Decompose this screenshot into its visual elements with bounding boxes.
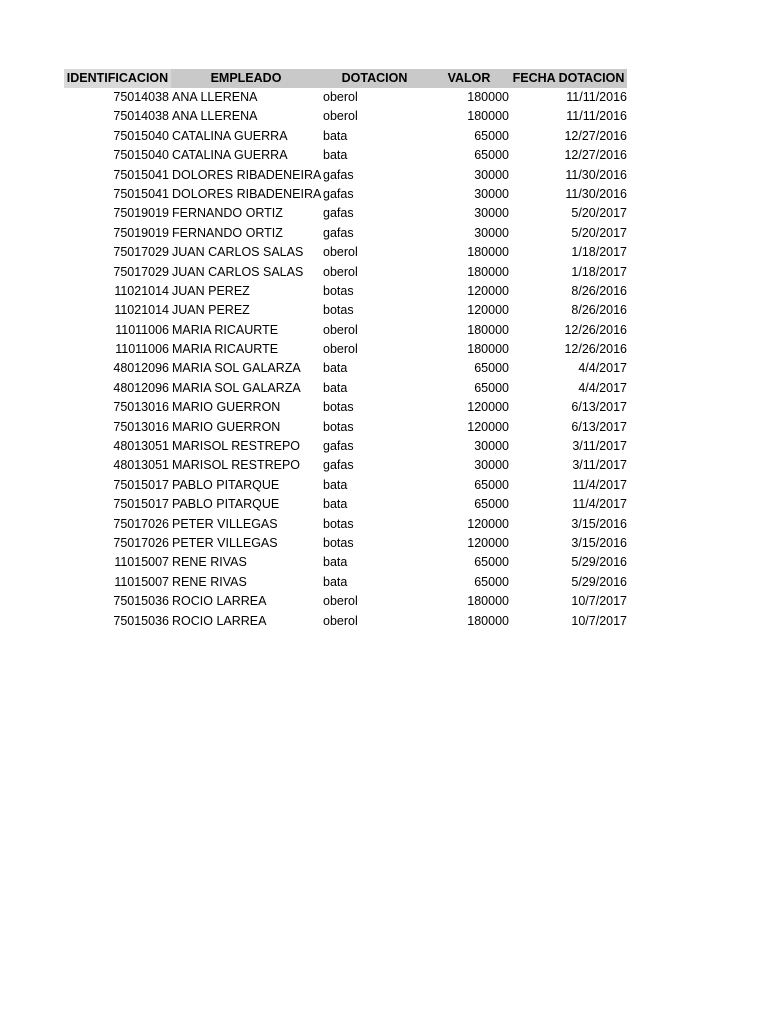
header-identificacion: IDENTIFICACION xyxy=(64,69,171,88)
cell-valor: 120000 xyxy=(467,303,509,318)
cell-fecha-dotacion: 10/7/2017 xyxy=(571,613,627,628)
cell-fecha-dotacion: 1/18/2017 xyxy=(571,264,627,279)
cell-valor: 30000 xyxy=(474,439,509,454)
cell-dotacion: botas xyxy=(323,400,354,415)
cell-dotacion: botas xyxy=(323,419,354,434)
cell-valor: 120000 xyxy=(467,419,509,434)
cell-dotacion: bata xyxy=(323,555,348,570)
table-row xyxy=(64,592,627,611)
cell-dotacion: bata xyxy=(323,477,348,492)
cell-empleado: PETER VILLEGAS xyxy=(172,535,278,550)
cell-valor: 120000 xyxy=(467,283,509,298)
cell-dotacion: oberol xyxy=(323,613,358,628)
cell-dotacion: oberol xyxy=(323,322,358,337)
cell-identificacion: 75015041 xyxy=(113,186,169,201)
cell-empleado: CATALINA GUERRA xyxy=(172,128,288,143)
cell-dotacion: gafas xyxy=(323,167,354,182)
cell-identificacion: 75013016 xyxy=(113,400,169,415)
cell-empleado: JUAN PEREZ xyxy=(172,283,250,298)
table-row xyxy=(64,437,627,456)
cell-fecha-dotacion: 11/30/2016 xyxy=(565,186,627,201)
cell-fecha-dotacion: 3/15/2016 xyxy=(571,535,627,550)
cell-dotacion: oberol xyxy=(323,90,358,104)
cell-fecha-dotacion: 11/11/2016 xyxy=(566,90,627,104)
cell-valor: 180000 xyxy=(467,594,509,609)
table-row xyxy=(64,398,627,417)
cell-fecha-dotacion: 8/26/2016 xyxy=(571,283,627,298)
table-row xyxy=(64,166,627,185)
cell-valor: 120000 xyxy=(467,535,509,550)
cell-valor: 65000 xyxy=(474,574,509,589)
cell-empleado: MARIO GUERRON xyxy=(172,400,281,415)
cell-identificacion: 75017026 xyxy=(113,535,169,550)
table-body xyxy=(64,88,627,631)
cell-identificacion: 75014038 xyxy=(113,90,169,104)
cell-identificacion: 11021014 xyxy=(114,283,169,298)
cell-identificacion: 75015040 xyxy=(113,148,169,163)
cell-empleado: PABLO PITARQUE xyxy=(172,477,280,492)
cell-fecha-dotacion: 4/4/2017 xyxy=(578,380,627,395)
table-row xyxy=(64,456,627,475)
cell-fecha-dotacion: 12/27/2016 xyxy=(564,148,627,163)
cell-empleado: MARIA SOL GALARZA xyxy=(172,361,301,376)
cell-valor: 180000 xyxy=(467,245,509,260)
cell-dotacion: bata xyxy=(323,574,348,589)
table-row xyxy=(64,612,627,631)
cell-identificacion: 75015017 xyxy=(113,477,169,492)
cell-dotacion: oberol xyxy=(323,245,358,260)
cell-dotacion: oberol xyxy=(323,342,358,357)
cell-fecha-dotacion: 3/11/2017 xyxy=(572,439,627,454)
cell-empleado: RENE RIVAS xyxy=(172,555,247,570)
cell-fecha-dotacion: 6/13/2017 xyxy=(571,400,627,415)
dotacion-table xyxy=(64,69,627,631)
cell-fecha-dotacion: 5/20/2017 xyxy=(571,225,627,240)
cell-identificacion: 75017029 xyxy=(113,264,169,279)
cell-dotacion: botas xyxy=(323,535,354,550)
table-row xyxy=(64,263,627,282)
table-row xyxy=(64,204,627,223)
cell-empleado: JUAN CARLOS SALAS xyxy=(172,245,304,260)
cell-valor: 180000 xyxy=(467,613,509,628)
cell-dotacion: gafas xyxy=(323,225,354,240)
cell-identificacion: 48013051 xyxy=(113,458,169,473)
cell-identificacion: 11011006 xyxy=(115,342,169,357)
cell-fecha-dotacion: 12/27/2016 xyxy=(564,128,627,143)
cell-valor: 65000 xyxy=(474,148,509,163)
cell-fecha-dotacion: 11/4/2017 xyxy=(572,477,627,492)
table-row xyxy=(64,107,627,126)
header-valor: VALOR xyxy=(428,69,510,88)
cell-empleado: FERNANDO ORTIZ xyxy=(172,225,283,240)
cell-identificacion: 75015036 xyxy=(113,594,169,609)
cell-empleado: MARIO GUERRON xyxy=(172,419,281,434)
table-row xyxy=(64,243,627,262)
cell-dotacion: botas xyxy=(323,303,354,318)
cell-empleado: DOLORES RIBADENEIRA xyxy=(172,167,321,182)
cell-empleado: MARISOL RESTREPO xyxy=(172,439,301,454)
cell-identificacion: 75019019 xyxy=(113,225,169,240)
cell-empleado: RENE RIVAS xyxy=(172,574,247,589)
cell-valor: 65000 xyxy=(474,555,509,570)
table-row xyxy=(64,340,627,359)
cell-fecha-dotacion: 11/4/2017 xyxy=(572,497,627,512)
cell-fecha-dotacion: 10/7/2017 xyxy=(571,594,627,609)
cell-fecha-dotacion: 4/4/2017 xyxy=(578,361,627,376)
header-empleado: EMPLEADO xyxy=(171,69,321,88)
cell-identificacion: 75014038 xyxy=(113,109,169,124)
cell-empleado: ROCIO LARREA xyxy=(172,613,267,628)
cell-dotacion: bata xyxy=(323,148,348,163)
table-row xyxy=(64,379,627,398)
cell-empleado: PETER VILLEGAS xyxy=(172,516,278,531)
cell-fecha-dotacion: 11/11/2016 xyxy=(566,109,627,124)
cell-valor: 30000 xyxy=(474,225,509,240)
table-row xyxy=(64,476,627,495)
table-header-row xyxy=(64,69,627,88)
cell-fecha-dotacion: 11/30/2016 xyxy=(565,167,627,182)
table-row xyxy=(64,224,627,243)
cell-fecha-dotacion: 5/29/2016 xyxy=(571,555,627,570)
cell-valor: 180000 xyxy=(467,322,509,337)
cell-identificacion: 75015041 xyxy=(113,167,169,182)
cell-valor: 180000 xyxy=(467,90,509,104)
cell-identificacion: 75019019 xyxy=(113,206,169,221)
cell-empleado: ANA LLERENA xyxy=(172,109,258,124)
cell-dotacion: bata xyxy=(323,361,348,376)
cell-empleado: PABLO PITARQUE xyxy=(172,497,280,512)
cell-fecha-dotacion: 5/29/2016 xyxy=(571,574,627,589)
cell-empleado: CATALINA GUERRA xyxy=(172,148,288,163)
cell-empleado: MARIA SOL GALARZA xyxy=(172,380,301,395)
cell-valor: 65000 xyxy=(474,477,509,492)
table-row xyxy=(64,185,627,204)
cell-empleado: JUAN PEREZ xyxy=(172,303,250,318)
header-fecha-dotacion: FECHA DOTACION xyxy=(510,69,627,88)
table-row xyxy=(64,515,627,534)
table-row xyxy=(64,359,627,378)
cell-dotacion: oberol xyxy=(323,109,358,124)
cell-empleado: ANA LLERENA xyxy=(172,90,258,104)
cell-empleado: JUAN CARLOS SALAS xyxy=(172,264,304,279)
table-row xyxy=(64,495,627,514)
cell-valor: 120000 xyxy=(467,400,509,415)
cell-identificacion: 75013016 xyxy=(113,419,169,434)
cell-fecha-dotacion: 6/13/2017 xyxy=(571,419,627,434)
cell-identificacion: 75015017 xyxy=(113,497,169,512)
cell-valor: 65000 xyxy=(474,361,509,376)
cell-dotacion: gafas xyxy=(323,186,354,201)
cell-dotacion: bata xyxy=(323,128,348,143)
cell-dotacion: botas xyxy=(323,516,354,531)
cell-identificacion: 48012096 xyxy=(113,361,169,376)
cell-dotacion: oberol xyxy=(323,594,358,609)
table-row xyxy=(64,127,627,146)
cell-fecha-dotacion: 1/18/2017 xyxy=(571,245,627,260)
cell-identificacion: 75017026 xyxy=(113,516,169,531)
cell-dotacion: gafas xyxy=(323,206,354,221)
cell-fecha-dotacion: 3/15/2016 xyxy=(571,516,627,531)
cell-fecha-dotacion: 12/26/2016 xyxy=(564,342,627,357)
table-row xyxy=(64,301,627,320)
cell-valor: 65000 xyxy=(474,380,509,395)
table-row xyxy=(64,553,627,572)
cell-identificacion: 11021014 xyxy=(114,303,169,318)
cell-identificacion: 75015040 xyxy=(113,128,169,143)
cell-valor: 30000 xyxy=(474,167,509,182)
cell-identificacion: 48013051 xyxy=(113,439,169,454)
cell-empleado: MARIA RICAURTE xyxy=(172,342,279,357)
cell-identificacion: 11011006 xyxy=(115,322,169,337)
cell-valor: 180000 xyxy=(467,109,509,124)
cell-empleado: FERNANDO ORTIZ xyxy=(172,206,283,221)
cell-dotacion: gafas xyxy=(323,458,354,473)
table-row xyxy=(64,573,627,592)
cell-fecha-dotacion: 8/26/2016 xyxy=(571,303,627,318)
cell-identificacion: 75015036 xyxy=(113,613,169,628)
table-row xyxy=(64,282,627,301)
cell-empleado: ROCIO LARREA xyxy=(172,594,267,609)
cell-valor: 30000 xyxy=(474,186,509,201)
cell-empleado: MARIA RICAURTE xyxy=(172,322,279,337)
cell-valor: 65000 xyxy=(474,497,509,512)
cell-identificacion: 11015007 xyxy=(114,574,169,589)
cell-identificacion: 48012096 xyxy=(113,380,169,395)
cell-fecha-dotacion: 12/26/2016 xyxy=(564,322,627,337)
cell-valor: 120000 xyxy=(467,516,509,531)
cell-valor: 65000 xyxy=(474,128,509,143)
cell-empleado: DOLORES RIBADENEIRA xyxy=(172,186,321,201)
cell-dotacion: botas xyxy=(323,283,354,298)
cell-fecha-dotacion: 3/11/2017 xyxy=(572,458,627,473)
table-row xyxy=(64,418,627,437)
table-row xyxy=(64,321,627,340)
cell-dotacion: bata xyxy=(323,380,348,395)
cell-valor: 180000 xyxy=(467,264,509,279)
cell-dotacion: oberol xyxy=(323,264,358,279)
cell-dotacion: bata xyxy=(323,497,348,512)
cell-identificacion: 11015007 xyxy=(114,555,169,570)
table-row xyxy=(64,88,627,107)
cell-fecha-dotacion: 5/20/2017 xyxy=(571,206,627,221)
cell-valor: 180000 xyxy=(467,342,509,357)
table-row xyxy=(64,146,627,165)
table-row xyxy=(64,534,627,553)
cell-empleado: MARISOL RESTREPO xyxy=(172,458,301,473)
header-dotacion: DOTACION xyxy=(321,69,428,88)
cell-identificacion: 75017029 xyxy=(113,245,169,260)
cell-dotacion: gafas xyxy=(323,439,354,454)
cell-valor: 30000 xyxy=(474,206,509,221)
cell-valor: 30000 xyxy=(474,458,509,473)
